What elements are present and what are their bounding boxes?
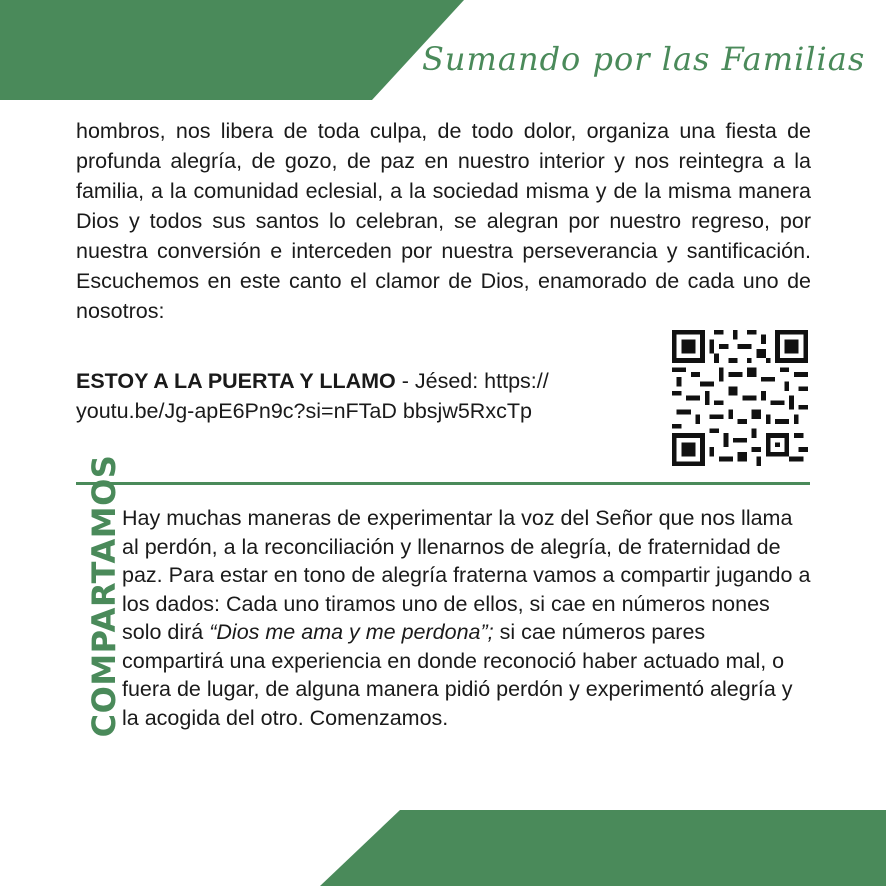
song-title: ESTOY A LA PUERTA Y LLAMO [76,369,396,393]
share-text-part1: Hay muchas maneras de experimentar la voz del Señor que nos llama al perdón, a la reconciliación y llenarnos de alegría, de fraternidad de paz. Para estar en tono de alegría fraterna vamos a compartir jugando a los dados: Cada uno tiramos uno de ellos, si cae en números nones solo dirá [122,506,811,644]
share-text-part2: si cae números pares compartirá una experiencia en donde reconoció haber actuado mal, o fuera de lugar, de alguna manera pidió perdón y experimentó alegría y la acogida del otro. Comenzamos. [122,620,793,730]
song-link[interactable]: - Jésed: https:// youtu.be/Jg-apE6Pn9c?si=nFTaD bbsjw5RxcTp [76,369,549,423]
share-quote: “Dios me ama y me perdona”; [209,620,494,644]
section-label: COMPARTAMOS [85,454,123,738]
qr-code-icon[interactable] [672,330,808,466]
song-reference [76,366,666,426]
section-divider [76,482,810,485]
share-instructions [122,504,812,732]
bottom-banner [0,810,886,886]
reflection-paragraph: hombros, nos libera de toda culpa, de todo dolor, organiza una fiesta de profunda alegría, de gozo, de paz en nuestro interior y nos reintegra a la familia, a la comunidad eclesial, a la sociedad misma y de la misma manera Dios y todos sus santos lo celebran, se alegran por nuestro regreso, por nuestra conversión e interceden por nuestra perseverancia y santificación. Escuchemos en este canto el clamor de Dios, enamorado de cada uno de nosotros: [76,119,811,323]
top-banner [0,0,464,100]
brand-title: Sumando por las Familias [422,40,866,78]
